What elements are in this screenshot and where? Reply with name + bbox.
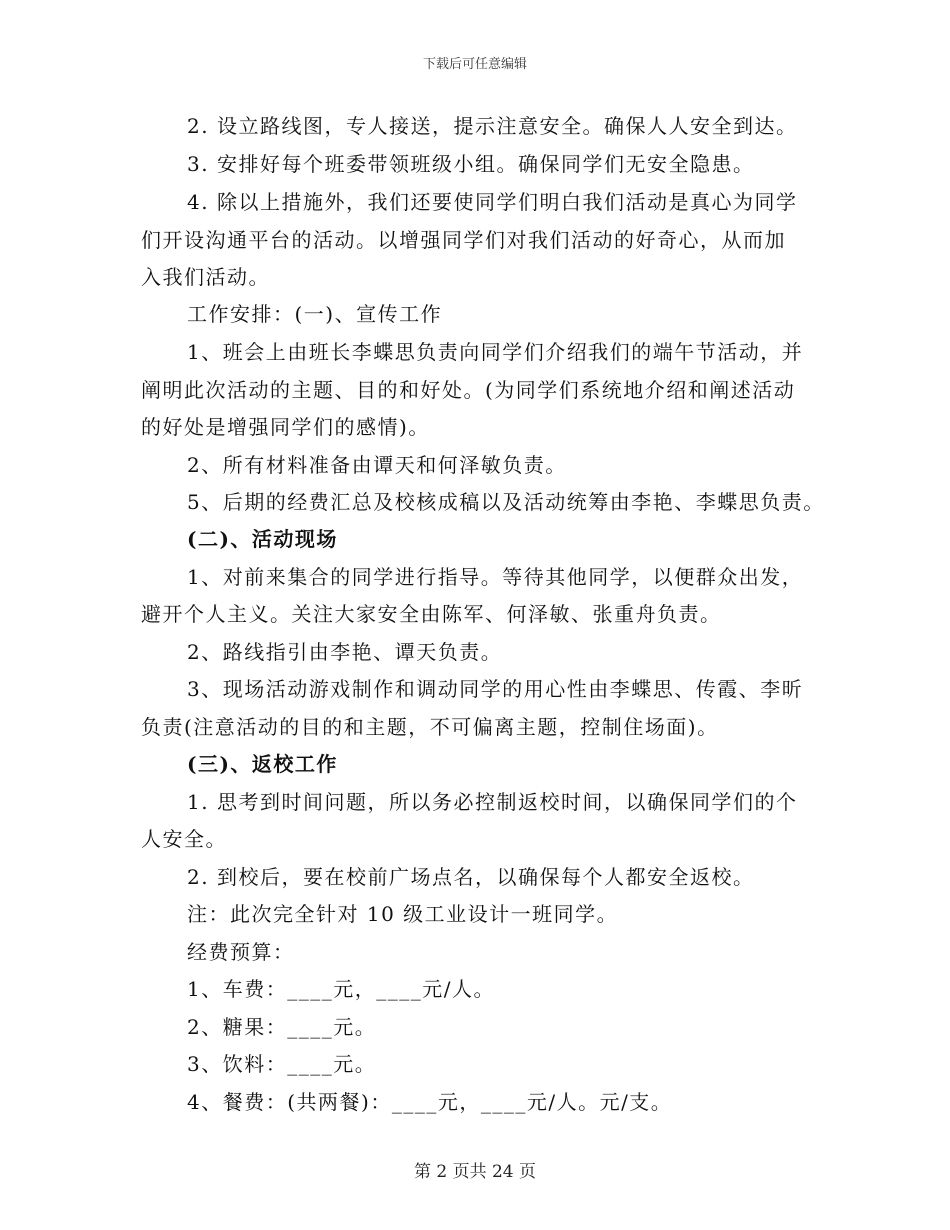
text-line: 5、后期的经费汇总及校核成稿以及活动统筹由李艳、李蝶思负责。 <box>187 490 825 514</box>
text-line: 3、现场活动游戏制作和调动同学的用心性由李蝶思、传霞、李昕 <box>187 677 804 701</box>
text-line: 人安全。 <box>141 827 227 851</box>
text-line: 们开设沟通平台的活动。以增强同学们对我们活动的好奇心，从而加 <box>141 228 786 252</box>
text-line: 工作安排：(一)、宣传工作 <box>187 302 443 326</box>
text-line: 1. 思考到时间问题，所以务必控制返校时间，以确保同学们的个 <box>187 790 798 814</box>
section-heading: (三)、返校工作 <box>187 752 338 776</box>
text-line: 注：此次完全针对 10 级工业设计一班同学。 <box>187 902 619 926</box>
section-heading: (二)、活动现场 <box>187 527 338 551</box>
text-line: 1、班会上由班长李蝶思负责向同学们介绍我们的端午节活动，并 <box>187 340 804 364</box>
text-line: 2. 设立路线图，专人接送，提示注意安全。确保人人安全到达。 <box>187 114 798 138</box>
text-line: 3、饮料：____元。 <box>187 1052 377 1076</box>
text-line: 避开个人主义。关注大家安全由陈军、何泽敏、张重舟负责。 <box>141 602 722 626</box>
text-line: 经费预算： <box>187 940 295 964</box>
text-line: 4、餐费：(共两餐)：____元，____元/人。元/支。 <box>187 1090 673 1114</box>
text-line: 阐明此次活动的主题、目的和好处。(为同学们系统地介绍和阐述活动 <box>141 378 796 402</box>
page-footer: 第 2 页共 24 页 <box>413 1162 537 1182</box>
text-line: 负责(注意活动的目的和主题，不可偏离主题，控制住场面)。 <box>141 715 719 739</box>
text-line: 1、车费：____元，____元/人。 <box>187 977 495 1001</box>
text-line: 4. 除以上措施外，我们还要使同学们明白我们活动是真心为同学 <box>187 190 798 214</box>
text-line: 3. 安排好每个班委带领班级小组。确保同学们无安全隐患。 <box>187 152 755 176</box>
text-line: 入我们活动。 <box>141 265 270 289</box>
text-line: 2. 到校后，要在校前广场点名，以确保每个人都安全返校。 <box>187 865 755 889</box>
text-line: 的好处是增强同学们的感情)。 <box>141 415 430 439</box>
text-line: 1、对前来集合的同学进行指导。等待其他同学，以便群众出发， <box>187 565 804 589</box>
text-line: 2、所有材料准备由谭天和何泽敏负责。 <box>187 453 567 477</box>
text-line: 2、糖果：____元。 <box>187 1015 377 1039</box>
page-header: 下载后可任意编辑 <box>422 57 527 72</box>
text-line: 2、路线指引由李艳、谭天负责。 <box>187 640 503 664</box>
